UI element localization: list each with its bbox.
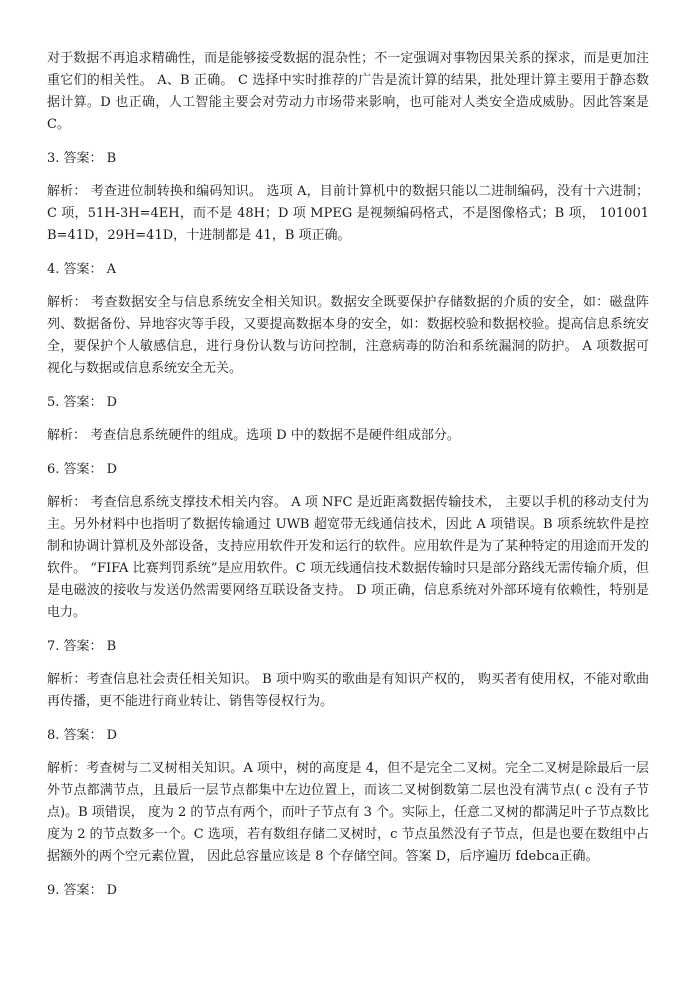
analysis-3: 解析： 考查进位制转换和编码知识。 选项 A，目前计算机中的数据只能以二进制编码，没有十六进制；C 项，51H-3H=4EH，而不是 48H；D 项 MPEG 是视频编码格式，不是图像格式；B 项， 101001B=41D，29H=41D，十进制都是 41，B 项正确。 xyxy=(47,184,649,243)
answer-4: 4. 答案： A xyxy=(47,262,117,277)
answer-7: 7. 答案： B xyxy=(47,639,117,654)
answer-5: 5. 答案： D xyxy=(47,395,118,410)
answer-9: 9. 答案： D xyxy=(47,883,118,898)
analysis-6: 解析： 考查信息系统支撑技术相关内容。 A 项 NFC 是近距离数据传输技术， 主要以手机的移动支付为主。另外材料中也指明了数据传输通过 UWB 超宽带无线通信技术，因此 A 项错误。B 项系统软件是控制和协调计算机及外部设备，支持应用软件开发和运行的软件。应用软件是为了某种特定的用途而开发的软件。 “FIFA 比赛判罚系统”是应用软件。C 项无线通信技术数据传输时只是部分路线无需传输介质，但是电磁波的接收与发送仍然需要网络互联设备支持。 D 项正确，信息系统对外部环境有依赖性，特别是电力。 xyxy=(47,495,649,620)
intro-paragraph: 对于数据不再追求精确性，而是能够接受数据的混杂性；不一定强调对事物因果关系的探求，而是更加注重它们的相关性。 A、B 正确。 C 选择中实时推荐的广告是流计算的结果，批处理计算主要用于静态数据计算。D 也正确，人工智能主要会对劳动力市场带来影响，也可能对人类安全造成威胁。因此答案是 C。 xyxy=(47,51,649,132)
analysis-8: 解析：考查树与二叉树相关知识。A 项中，树的高度是 4，但不是完全二叉树。完全二叉树是除最后一层外节点都满节点，且最后一层节点都集中左边位置上，而该二叉树倒数第二层也没有满节点( c 没有子节点)。B 项错误， 度为 2 的节点有两个，而叶子节点有 3 个。实际上，任意二叉树的都满足叶子节点数比度为 2 的节点数多一个。C 选项，若有数组存储二叉树时，c 节点虽然没有子节点，但是也要在数组中占据额外的两个空元素位置， 因此总容量应该是 8 个存储空间。答案 D，后序遍历 fdebca正确。 xyxy=(47,761,649,864)
analysis-4: 解析： 考查数据安全与信息系统安全相关知识。数据安全既要保护存储数据的介质的安全，如：磁盘阵列、数据备份、异地容灾等手段，又要提高数据本身的安全，如：数据校验和数据校验。提高信息系统安全，要保护个人敏感信息，进行身份认数与访问控制，注意病毒的防治和系统漏洞的防护。 A 项数据可视化与数据或信息系统安全无关。 xyxy=(47,295,649,376)
answer-sheet-page xyxy=(47,48,649,902)
answer-6: 6. 答案： D xyxy=(47,462,118,477)
answer-8: 8. 答案： D xyxy=(47,728,118,743)
analysis-7: 解析：考查信息社会责任相关知识。 B 项中购买的歌曲是有知识产权的， 购买者有使用权，不能对歌曲再传播，更不能进行商业转让、销售等侵权行为。 xyxy=(47,672,649,709)
answer-3: 3. 答案： B xyxy=(47,151,117,166)
analysis-5: 解析： 考查信息系统硬件的组成。选项 D 中的数据不是硬件组成部分。 xyxy=(47,428,460,443)
